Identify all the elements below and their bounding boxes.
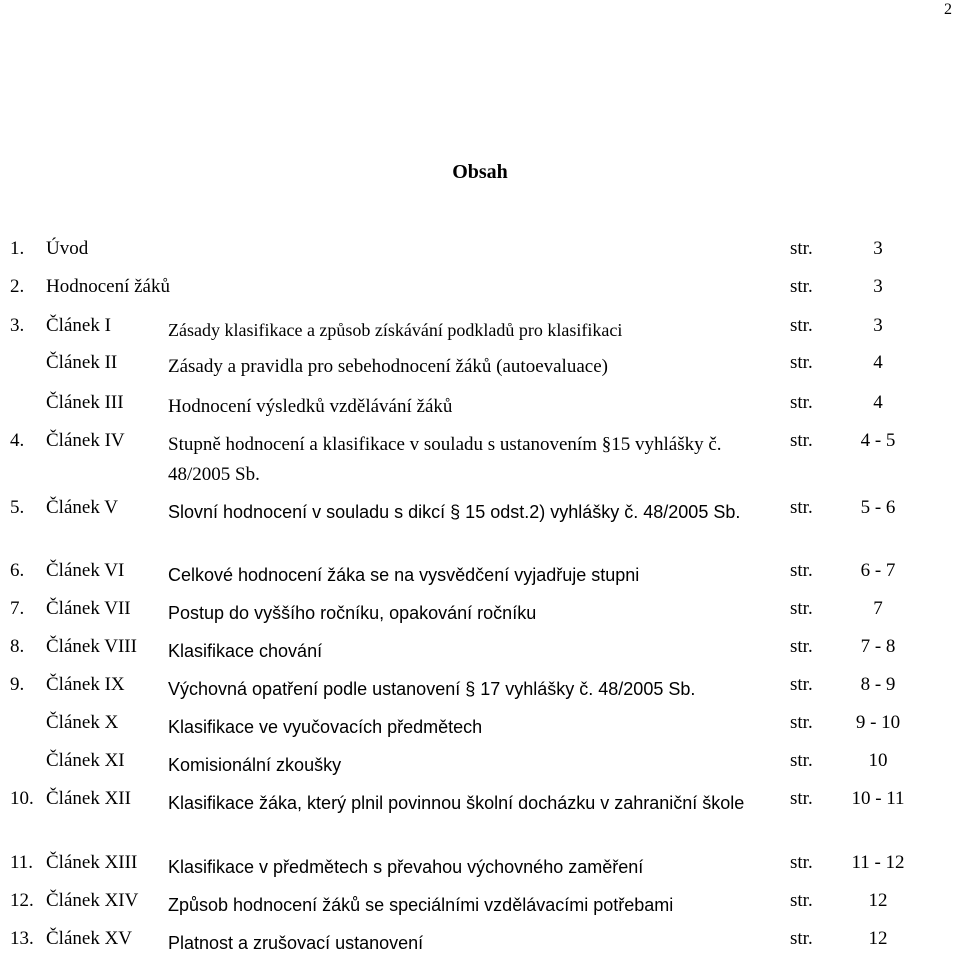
toc-str-label: str. <box>790 712 813 733</box>
toc-pages: 6 - 7 <box>860 560 896 581</box>
toc-title-text: Platnost a zrušovací ustanovení <box>168 933 424 953</box>
toc-article: Článek V <box>46 497 118 518</box>
toc-number: 2. <box>10 276 25 297</box>
toc-number: 1. <box>10 238 25 259</box>
toc-str-label: str. <box>790 674 813 695</box>
toc-pages: 3 <box>873 238 883 259</box>
toc-title-text: Klasifikace ve vyučovacích předmětech <box>168 717 483 737</box>
toc-title-text: Hodnocení výsledků vzdělávání žáků <box>168 396 453 417</box>
toc-number: 12. <box>10 890 34 911</box>
toc-str-label: str. <box>790 852 813 873</box>
toc-pages: 7 <box>873 598 883 619</box>
toc-str-label: str. <box>790 276 813 297</box>
toc-number: 11. <box>10 852 34 873</box>
toc-pages: 3 <box>873 315 883 336</box>
toc-title-text: Celkové hodnocení žáka se na vysvědčení vyjadřuje stupni <box>168 565 640 585</box>
toc-pages: 12 <box>868 890 888 911</box>
toc-article: Článek IX <box>46 674 125 695</box>
toc-number: 3. <box>10 315 25 336</box>
page-number: 2 <box>944 1 952 18</box>
toc-number: 10. <box>10 788 34 809</box>
toc-article: Článek XIII <box>46 852 138 873</box>
toc-title-text: Výchovná opatření podle ustanovení § 17 vyhlášky č. 48/2005 Sb. <box>168 679 696 699</box>
toc-pages: 11 - 12 <box>851 852 905 873</box>
toc-str-label: str. <box>790 598 813 619</box>
toc-str-label: str. <box>790 497 813 518</box>
toc-str-label: str. <box>790 352 813 373</box>
toc-article: Článek VI <box>46 560 125 581</box>
toc-title-text: Komisionální zkoušky <box>168 755 342 775</box>
toc-title-text: Slovní hodnocení v souladu s dikcí § 15 odst.2) vyhlášky č. 48/2005 Sb. <box>168 502 741 522</box>
toc-title-text: Klasifikace v předmětech s převahou výchovného zaměření <box>168 857 644 877</box>
toc-str-label: str. <box>790 392 813 413</box>
toc-article: Článek XV <box>46 928 133 949</box>
toc-title-text: Zásady a pravidla pro sebehodnocení žáků (autoevaluace) <box>168 356 608 377</box>
toc-article: Článek IV <box>46 430 125 451</box>
toc-article: Úvod <box>46 238 89 259</box>
toc-article: Článek I <box>46 315 111 336</box>
toc-number: 6. <box>10 560 25 581</box>
toc-str-label: str. <box>790 636 813 657</box>
toc-pages: 4 - 5 <box>860 430 896 451</box>
toc-article: Článek XIV <box>46 890 139 911</box>
toc-article: Článek XII <box>46 788 131 809</box>
toc-pages: 4 <box>873 392 883 413</box>
toc-article: Článek XI <box>46 750 125 771</box>
toc-title-text: Stupně hodnocení a klasifikace v souladu s ustanovením §15 vyhlášky č. 48/2005 Sb. <box>168 434 722 485</box>
toc-article: Článek III <box>46 392 124 413</box>
toc-number: 7. <box>10 598 25 619</box>
toc-pages: 12 <box>868 928 888 949</box>
toc-str-label: str. <box>790 238 813 259</box>
toc-pages: 7 - 8 <box>860 636 896 657</box>
toc-str-label: str. <box>790 430 813 451</box>
toc-str-label: str. <box>790 890 813 911</box>
toc-str-label: str. <box>790 560 813 581</box>
toc-article: Článek X <box>46 712 119 733</box>
toc-number: 4. <box>10 430 25 451</box>
toc-article: Článek VII <box>46 598 131 619</box>
toc-pages: 10 <box>868 750 888 771</box>
toc-pages: 4 <box>873 352 883 373</box>
toc-title-text: Zásady klasifikace a způsob získávání podkladů pro klasifikaci <box>168 320 623 340</box>
toc-pages: 9 - 10 <box>855 712 901 733</box>
toc-title: Obsah <box>452 161 508 183</box>
toc-str-label: str. <box>790 315 813 336</box>
toc-article: Článek II <box>46 352 118 373</box>
toc-title-text: Klasifikace chování <box>168 641 323 661</box>
toc-article: Hodnocení žáků <box>46 276 170 297</box>
toc-str-label: str. <box>790 928 813 949</box>
toc-article: Článek VIII <box>46 636 137 657</box>
toc-number: 13. <box>10 928 34 949</box>
toc-pages: 3 <box>873 276 883 297</box>
toc-number: 8. <box>10 636 25 657</box>
toc-number: 5. <box>10 497 25 518</box>
toc-title-text: Klasifikace žáka, který plnil povinnou školní docházku v zahraniční škole <box>168 793 745 813</box>
toc-str-label: str. <box>790 788 813 809</box>
toc-str-label: str. <box>790 750 813 771</box>
toc-title-text: Postup do vyššího ročníku, opakování ročníku <box>168 603 537 623</box>
toc-pages: 10 - 11 <box>851 788 905 809</box>
toc-number: 9. <box>10 674 25 695</box>
toc-pages: 8 - 9 <box>860 674 896 695</box>
toc-title-text: Způsob hodnocení žáků se speciálními vzdělávacími potřebami <box>168 895 674 915</box>
toc-pages: 5 - 6 <box>860 497 896 518</box>
